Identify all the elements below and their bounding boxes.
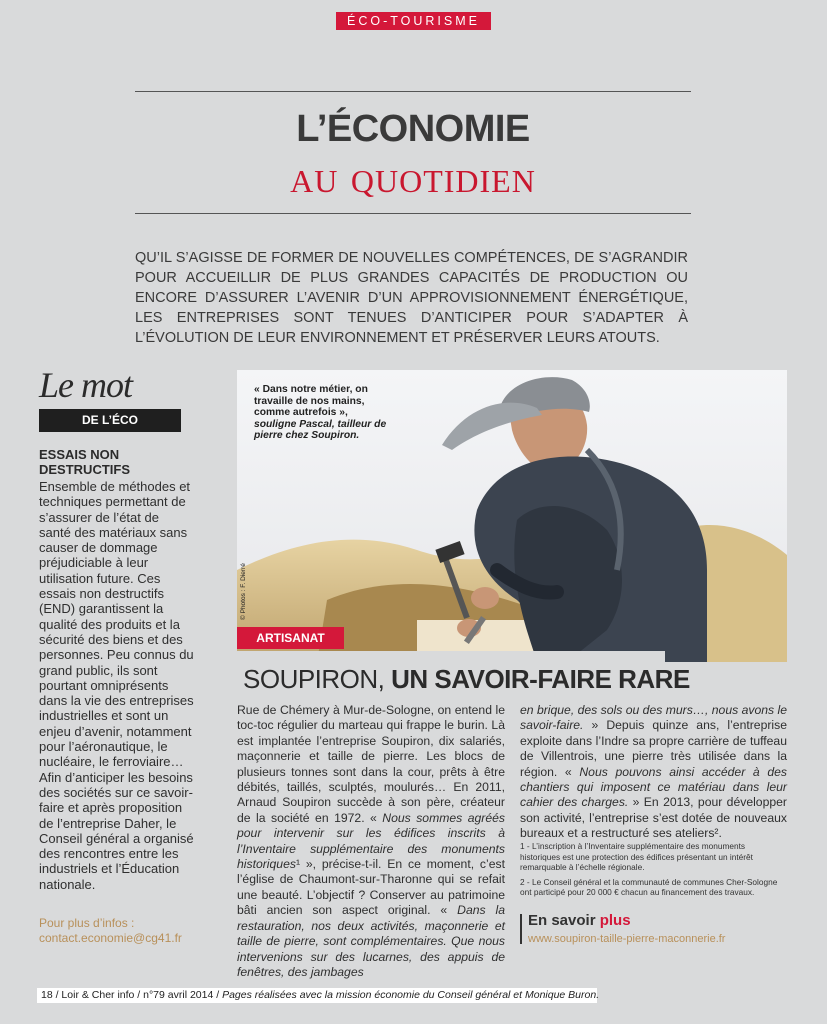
- headline-light: SOUPIRON,: [243, 664, 385, 694]
- sidebar-tag: DE L’ÉCO: [39, 409, 181, 432]
- col1-text-1: Rue de Chémery à Mur-de-Sologne, on entend le toc-toc régulier du marteau qui frappe le burin. Là est implantée l’entreprise Soupiron, dix salariés, maçonnerie et taille de pierre. Les blocs de plusieurs tonnes sont dans la cour, prêts à être débités, taillés, sculptés, moulurés… En 2011, Arnaud Soupiron succède à son père, créateur de la société en 1972. «: [237, 703, 505, 825]
- page-footer: [37, 988, 600, 1003]
- headline-bold: UN SAVOIR-FAIRE RARE: [391, 664, 690, 694]
- col2-text-2: » En 2013, pour développer son activité, l’entreprise s’est dotée de nouveaux bureaux et a restructuré ses ateliers².: [520, 795, 787, 841]
- col2-quote-2: Nous pouvons ainsi accéder à des chantiers qui imposent ce matériau dans leur cahier des charges.: [520, 764, 787, 810]
- more-info-bar: [520, 914, 522, 944]
- photo-credit: © Photos : F. Dierré: [240, 563, 247, 620]
- page-title: L’ÉCONOMIE: [296, 108, 530, 150]
- more-info-heading: [528, 912, 631, 929]
- sidebar-contact-label: Pour plus d’infos :: [39, 916, 135, 930]
- page-subtitle: au quotidien: [290, 151, 536, 202]
- sidebar-heading: Le mot: [39, 365, 132, 405]
- article-column-2: [520, 703, 787, 842]
- more-info-link[interactable]: www.soupiron-taille-pierre-maconnerie.fr: [528, 933, 726, 945]
- definition-term: ESSAIS NON DESTRUCTIFS: [39, 447, 130, 477]
- article-headline: [243, 664, 690, 695]
- more-info-label: En savoir: [528, 912, 596, 929]
- title-bottom-rule: [135, 213, 691, 214]
- section-tag: ÉCO-TOURISME: [336, 12, 491, 30]
- col1-quote-2: Dans la restauration, nos deux activités, maçonnerie et taille de pierre, sont complémentaires. Que nous intervenions sur des lucarnes, des appuis de fenêtres, des jambages: [237, 903, 506, 979]
- col1-text-2: ¹ », précise-t-il. En ce moment, c’est l’église de Chaumont-sur-Tharonne qui se refait une beauté. L’objectif ? Conserver au patrimoine bâti ancien son aspect original. «: [237, 857, 505, 918]
- col1-quote-1: Nous sommes agréés pour intervenir sur les édifices inscrits à l’Inventaire supplémentaire des monuments historiques: [237, 810, 505, 872]
- sidebar-contact-email[interactable]: contact.economie@cg41.fr: [39, 931, 182, 945]
- footnote-2: 2 - Le Conseil général et la communauté de communes Cher-Sologne ont participé pour 20 000 € chacun au financement des travaux.: [520, 876, 778, 897]
- footnote-1: 1 - L’inscription à l’Inventaire supplémentaire des monuments historiques est une protection des édifices présentant un intérêt remarquable à l’échelle régionale.: [520, 841, 753, 872]
- definition-text: Ensemble de méthodes et techniques permettant de s’assurer de l’état de santé des matériaux sans causer de dommage préjudiciable à leur utilisation future. Ces essais non destructifs (END) garantissent la qualité des produits et la sécurité des biens et des personnes. Peu connus du grand public, ils sont pourtant omniprésents dans la vie des entreprises industrielles et sont un enjeu d’avenir, notamment pour l’aéronautique, le nucléaire, le ferroviaire… Afin d’anticiper les besoins des sociétés sur ce savoir-faire et après proposition de l’entreprise Daher, le Conseil général a organisé des rencontres entre les industriels et l’Éducation nationale.: [39, 479, 194, 892]
- col2-quote-1: en brique, des sols ou des murs…, nous avons le savoir-faire.: [520, 703, 787, 733]
- footer-text: 18 / Loir & Cher info / n°79 avril 2014 /: [41, 989, 220, 1001]
- title-top-rule: [135, 91, 691, 92]
- intro-paragraph: QU’IL S’AGISSE DE FORMER DE NOUVELLES COMPÉTENCES, DE S’AGRANDIR POUR ACCUEILLIR DE PLUS GRANDES CAPACITÉS DE PRODUCTION OU ENCORE D’ASSURER L’AVENIR D’UN APPROVISIONNEMENT ÉNERGÉTIQUE, LES ENTREPRISES SONT TENUES D’ANTICIPER POUR S’ADAPTER À L’ÉVOLUTION DE LEUR ENVIRONNEMENT ET PRÉSERVER LEURS ATOUTS.: [135, 250, 688, 346]
- photo-quote-attribution: souligne Pascal, tailleur de pierre chez Soupiron.: [254, 418, 387, 441]
- footer-italic: Pages réalisées avec la mission économie du Conseil général et Monique Buron.: [222, 989, 600, 1001]
- sidebar-contact: [39, 916, 199, 946]
- col2-text-1: » Depuis quinze ans, l’entreprise exploite dans l’Indre sa propre carrière de tuffeau de Villentrois, une pierre très utilisée dans la région. «: [520, 718, 787, 779]
- article-column-1: [237, 703, 505, 980]
- more-info-accent: plus: [599, 912, 631, 929]
- photo-quote: [254, 384, 389, 442]
- category-tag: ARTISANAT: [237, 627, 344, 649]
- photo-quote-text: « Dans notre métier, on travaille de nos mains, comme autrefois »,: [254, 384, 368, 418]
- footnotes: [520, 841, 787, 898]
